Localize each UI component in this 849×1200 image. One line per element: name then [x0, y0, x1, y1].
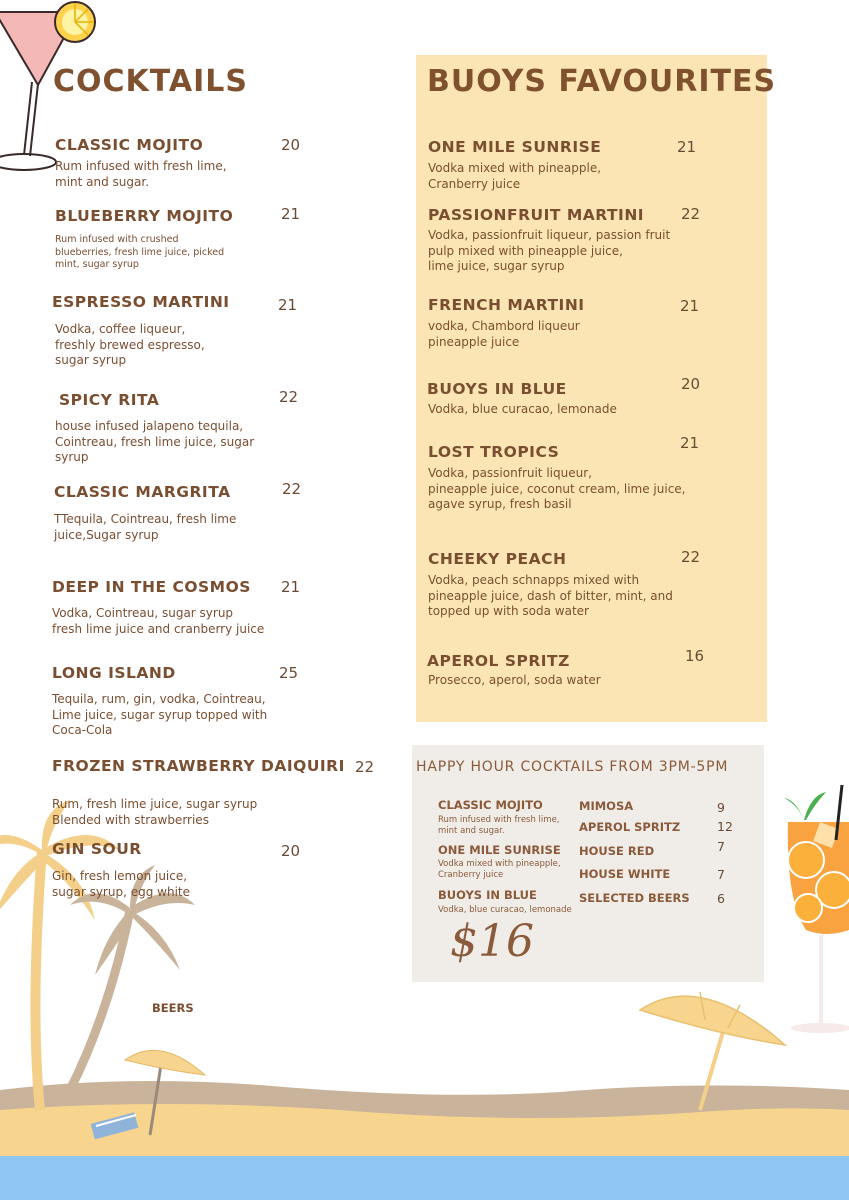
menu-item-price: 21 [278, 296, 298, 314]
happy-hour-drink-name: HOUSE WHITE [579, 867, 671, 881]
happy-hour-item-name: ONE MILE SUNRISE [438, 843, 561, 857]
menu-item-name: ESPRESSO MARTINI [52, 293, 230, 311]
menu-item-price: 22 [681, 548, 701, 566]
menu-item-desc: Rum, fresh lime juice, sugar syrup Blended with strawberries [52, 797, 258, 827]
menu-item-name: BUOYS IN BLUE [427, 380, 567, 398]
menu-item-desc: Vodka, blue curacao, lemonade [428, 402, 617, 416]
menu-item-price: 22 [279, 388, 299, 406]
happy-hour-drink-price: 12 [717, 819, 733, 834]
happy-hour-drink-name: SELECTED BEERS [579, 891, 690, 905]
menu-item-desc: Vodka mixed with pineapple, Cranberry juice [428, 161, 602, 191]
menu-item-price: 16 [685, 647, 705, 665]
menu-item-desc: Vodka, passionfruit liqueur, pineapple juice, coconut cream, lime juice, agave syrup, fresh basil [428, 466, 686, 511]
menu-item-name: APEROL SPRITZ [427, 652, 570, 670]
menu-item-desc: TTequila, Cointreau, fresh lime juice,Sugar syrup [54, 512, 237, 542]
menu-item-price: 22 [681, 205, 701, 223]
menu-item-price: 20 [281, 136, 301, 154]
menu-item-price: 22 [355, 758, 375, 776]
menu-item-price: 21 [680, 434, 700, 452]
menu-item-name: GIN SOUR [52, 840, 142, 858]
menu-item-price: 21 [680, 297, 700, 315]
menu-item-desc: Tequila, rum, gin, vodka, Cointreau, Lime juice, sugar syrup topped with Coca-Cola [52, 692, 268, 737]
happy-hour-drink-price: 9 [717, 800, 725, 815]
menu-item-price: 25 [279, 664, 299, 682]
menu-item-desc: Vodka, coffee liqueur, freshly brewed espresso, sugar syrup [55, 322, 205, 367]
menu-item-name: SPICY RITA [59, 391, 160, 409]
menu-item-name: ONE MILE SUNRISE [428, 138, 602, 156]
menu-item-name: PASSIONFRUIT MARTINI [428, 206, 645, 224]
menu-item-price: 20 [281, 842, 301, 860]
menu-item-price: 21 [677, 138, 697, 156]
menu-item-name: CLASSIC MARGRITA [54, 483, 231, 501]
menu-item-desc: vodka, Chambord liqueur pineapple juice [428, 319, 580, 349]
menu-item-desc: Gin, fresh lemon juice, sugar syrup, egg white [52, 869, 190, 899]
menu-item-desc: house infused jalapeno tequila, Cointreau, fresh lime juice, sugar syrup [55, 419, 255, 464]
menu-item-desc: Rum infused with crushed blueberries, fresh lime juice, picked mint, sugar syrup [55, 234, 225, 270]
menu-item-name: CHEEKY PEACH [428, 550, 567, 568]
menu-item-name: LOST TROPICS [428, 443, 560, 461]
cocktails-title: COCKTAILS [53, 64, 249, 99]
menu-item-name: FROZEN STRAWBERRY DAIQUIRI [52, 757, 345, 775]
happy-hour-drink-name: APEROL SPRITZ [579, 820, 681, 834]
menu-item-price: 21 [281, 578, 301, 596]
menu-item-desc: Rum infused with fresh lime, mint and sugar. [55, 159, 227, 189]
happy-hour-cocktail-price: $16 [450, 916, 534, 967]
happy-hour-item-desc: Rum infused with fresh lime, mint and sugar. [438, 815, 560, 836]
menu-item-name: FRENCH MARTINI [428, 296, 585, 314]
happy-hour-title: HAPPY HOUR COCKTAILS FROM 3PM-5PM [416, 759, 729, 775]
beers-label: BEERS [152, 1001, 194, 1015]
happy-hour-drink-price: 7 [717, 867, 725, 882]
happy-hour-drink-price: 6 [717, 891, 725, 906]
spritz-glass-icon [776, 780, 849, 1040]
menu-item-desc: Vodka, peach schnapps mixed with pineapple juice, dash of bitter, mint, and topped up with soda water [428, 573, 673, 618]
happy-hour-item-name: CLASSIC MOJITO [438, 798, 543, 812]
menu-item-price: 20 [681, 375, 701, 393]
happy-hour-drink-name: HOUSE RED [579, 844, 655, 858]
happy-hour-item-name: BUOYS IN BLUE [438, 888, 537, 902]
menu-item-price: 21 [281, 205, 301, 223]
menu-item-name: LONG ISLAND [52, 664, 176, 682]
menu-item-name: BLUEBERRY MOJITO [55, 207, 234, 225]
happy-hour-drink-name: MIMOSA [579, 799, 634, 813]
happy-hour-drink-price: 7 [717, 839, 725, 854]
menu-item-desc: Vodka, passionfruit liqueur, passion fruit pulp mixed with pineapple juice, lime juice, sugar syrup [428, 228, 671, 273]
menu-item-desc: Vodka, Cointreau, sugar syrup fresh lime juice and cranberry juice [52, 606, 265, 636]
menu-item-price: 22 [282, 480, 302, 498]
favourites-title: BUOYS FAVOURITES [427, 64, 777, 99]
menu-item-name: DEEP IN THE COSMOS [52, 578, 251, 596]
menu-item-desc: Prosecco, aperol, soda water [428, 673, 601, 687]
happy-hour-item-desc: Vodka mixed with pineapple, Cranberry juice [438, 859, 561, 880]
happy-hour-item-desc: Vodka, blue curacao, lemonade [438, 905, 572, 915]
menu-item-name: CLASSIC MOJITO [55, 136, 204, 154]
